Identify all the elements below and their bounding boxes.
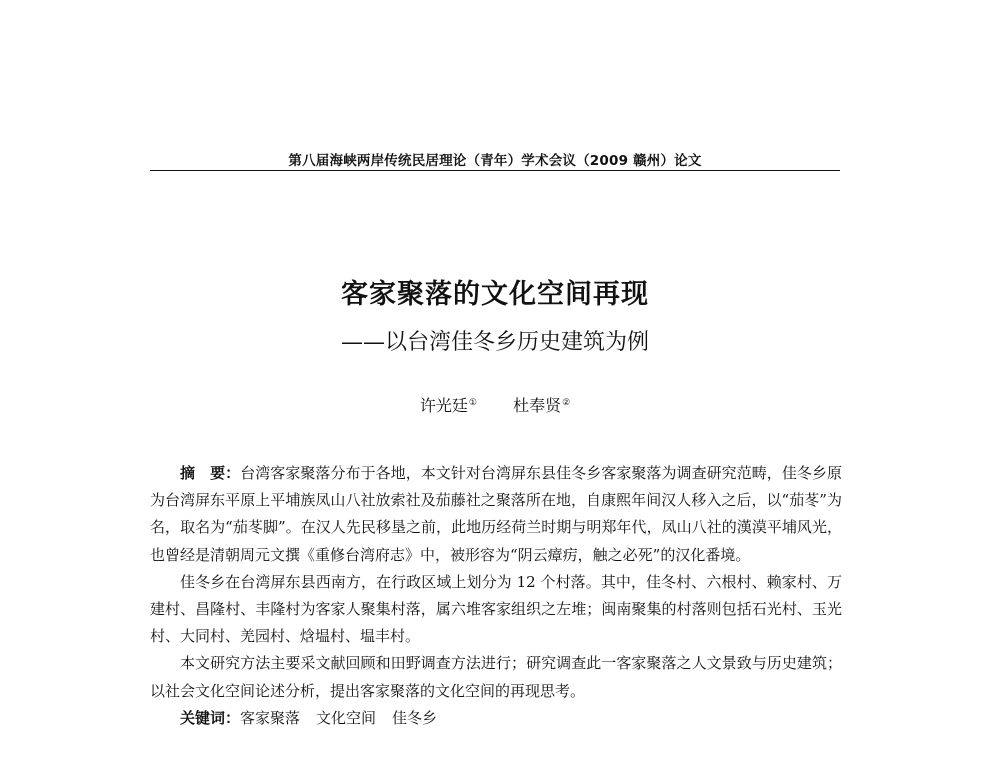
keyword: 佳冬乡 [392,708,438,727]
abstract-text: 台湾客家聚落分布于各地，本文针对台湾屏东县佳冬乡客家聚落为调查研究范畴，佳冬乡原为台湾屏东平原上平埔族凤山八社放索社及茄藤社之聚落所在地，自康熙年间汉人移入之后，以“茄苳”为名，取名为“茄苳脚”。在汉人先民移垦之前，此地历经荷兰时期与明郑年代，凤山八社的漢漠平埔风光，也曾经是清朝周元文撰《重修台湾府志》中，被形容为“阴云瘴疠，触之必死”的汉化番境。 [150,464,842,564]
body-paragraph: 佳冬乡在台湾屏东县西南方，在行政区域上划分为 12 个村落。其中，佳冬村、六根村、赖家村、万建村、昌隆村、丰隆村为客家人聚集村落，属六堆客家组织之左堆；闽南聚集的村落则包括石光村、玉光村、大同村、羌园村、焓塭村、塭丰村。 [150,572,842,646]
article-subtitle: ——以台湾佳冬乡历史建筑为例 [340,330,649,355]
body-paragraph: 本文研究方法主要采文献回顾和田野调查方法进行；研究调查此一客家聚落之人文景致与历史建筑；以社会文化空间论述分析，提出客家聚落的文化空间的再现思考。 [150,654,842,700]
keywords-label: 关键词： [180,708,241,727]
header-rule [150,170,840,171]
author-footnote-mark: ② [562,397,571,408]
author-line [150,393,840,416]
keyword: 文化空间 [316,708,377,727]
author-name: 杜奉贤 [513,396,562,415]
running-header: 第八届海峡两岸传统民居理论（青年）学术会议（2009 赣州）论文 [288,153,702,169]
article-body [150,460,842,732]
author-name: 许光廷 [419,396,468,415]
article-title: 客家聚落的文化空间再现 [341,279,649,310]
keywords-paragraph [150,705,842,732]
abstract-paragraph [150,460,842,569]
abstract-label: 摘 要： [180,464,241,482]
keyword: 客家聚落 [240,708,301,727]
author-footnote-mark: ① [468,397,477,408]
